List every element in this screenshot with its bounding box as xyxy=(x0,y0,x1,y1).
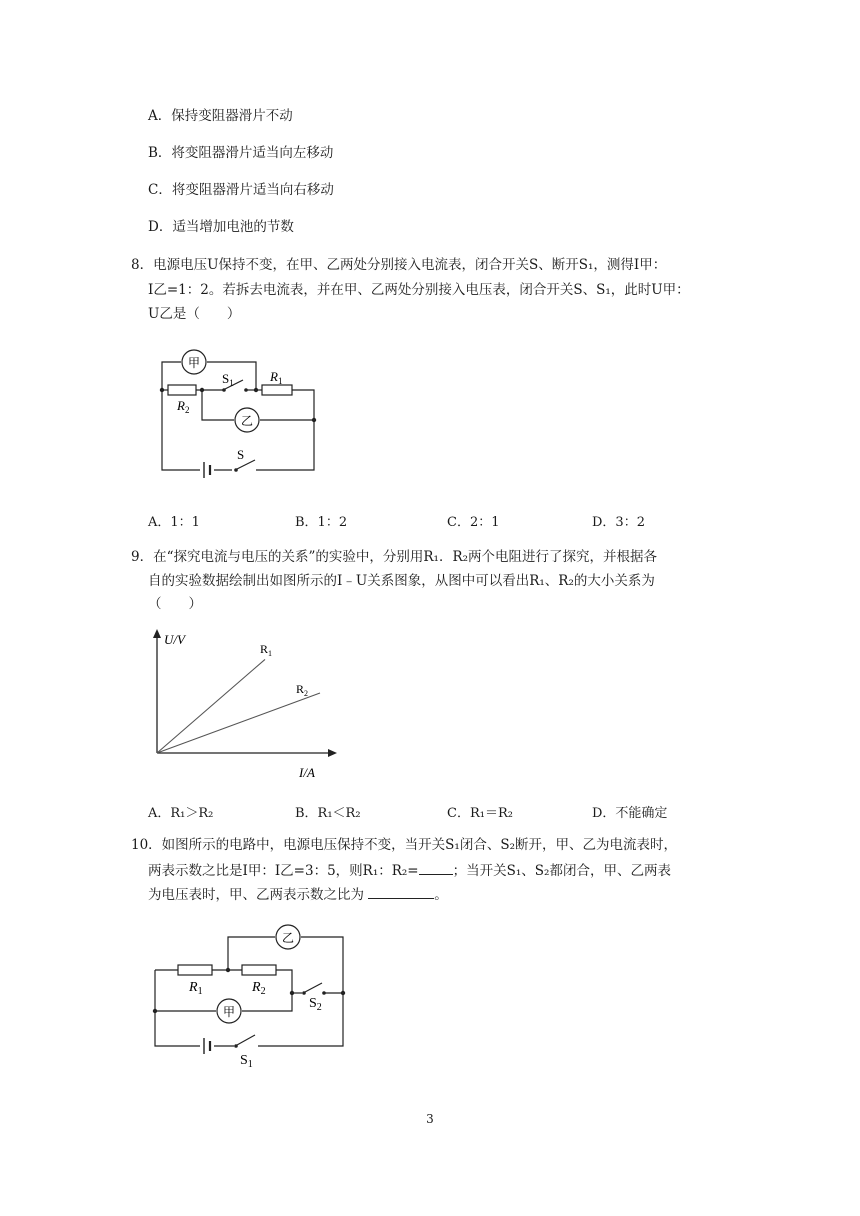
q10-r1-label: $R_1$ xyxy=(189,980,203,997)
q10-stem-line1: 10．如图所示的电路中，电源电压保持不变，当开关S₁闭合、S₂断开，甲、乙为电流表时， xyxy=(131,837,677,853)
y-axis-label: U/V xyxy=(164,632,185,647)
q9-stem-line3: （ ） xyxy=(148,596,202,612)
q9-option-a: A．R₁＞R₂ xyxy=(148,806,214,821)
q8-r1-label: $R_1$ xyxy=(270,369,283,386)
q10-meter-jia-label: 甲 xyxy=(222,1005,236,1019)
q7-option-a: A．保持变阻器滑片不动 xyxy=(148,108,293,124)
r2-series-label: $R_2$ xyxy=(296,682,309,698)
q9-stem-line2: 自的实验数据绘制出如图所示的I﹣U关系图象，从图中可以看出R₁、R₂的大小关系为 xyxy=(148,573,655,589)
q10-s2-label: $S_2$ xyxy=(309,996,322,1013)
q8-option-d: D．3：2 xyxy=(592,515,645,530)
page-number: 3 xyxy=(426,1112,434,1126)
q10-s1-label: $S_1$ xyxy=(240,1053,253,1070)
q10-stem-line3: 为电压表时，甲、乙两表示数之比为 。 xyxy=(148,884,448,904)
q8-s1-label: $S_1$ xyxy=(222,371,234,388)
q8-option-a: A．1：1 xyxy=(148,515,200,530)
q9-stem-line1: 9．在“探究电流与电压的关系”的实验中，分别用R₁．R₂两个电阻进行了探究，并根据各 xyxy=(131,549,658,565)
q10-stem-line2: 两表示数之比是I甲：I乙=3：5，则R₁：R₂= ；当开关S₁、S₂都闭合，甲、乙两表 xyxy=(148,860,671,880)
q7-option-c: C．将变阻器滑片适当向右移动 xyxy=(148,182,334,198)
q8-option-c: C．2：1 xyxy=(447,515,500,530)
q8-stem-line3: U乙是（ ） xyxy=(148,306,241,322)
q9-option-d: D．不能确定 xyxy=(592,806,668,821)
q9-option-b: B．R₁＜R₂ xyxy=(295,806,361,821)
q7-option-b: B．将变阻器滑片适当向左移动 xyxy=(148,145,334,161)
x-axis-label: I/A xyxy=(299,765,315,780)
q8-stem-line1: 8．电源电压U保持不变，在甲、乙两处分别接入电流表，闭合开关S、断开S₁，测得I甲： xyxy=(131,257,667,273)
q8-s-label: S xyxy=(237,447,245,462)
q8-meter-yi-label: 乙 xyxy=(240,414,254,428)
q8-option-b: B．1：2 xyxy=(295,515,348,530)
r1-series-label: $R_1$ xyxy=(260,642,273,658)
q9-option-c: C．R₁＝R₂ xyxy=(447,806,513,821)
q8-meter-jia-label: 甲 xyxy=(187,356,201,370)
q7-option-d: D．适当增加电池的节数 xyxy=(148,219,294,235)
q8-stem-line2: I乙=1：2。若拆去电流表，并在甲、乙两处分别接入电压表，闭合开关S、S₁，此时U甲： xyxy=(148,282,690,298)
q10-r2-label: $R_2$ xyxy=(252,980,266,997)
q10-meter-yi-label: 乙 xyxy=(281,931,295,945)
q8-r2-label: $R_2$ xyxy=(177,398,190,415)
